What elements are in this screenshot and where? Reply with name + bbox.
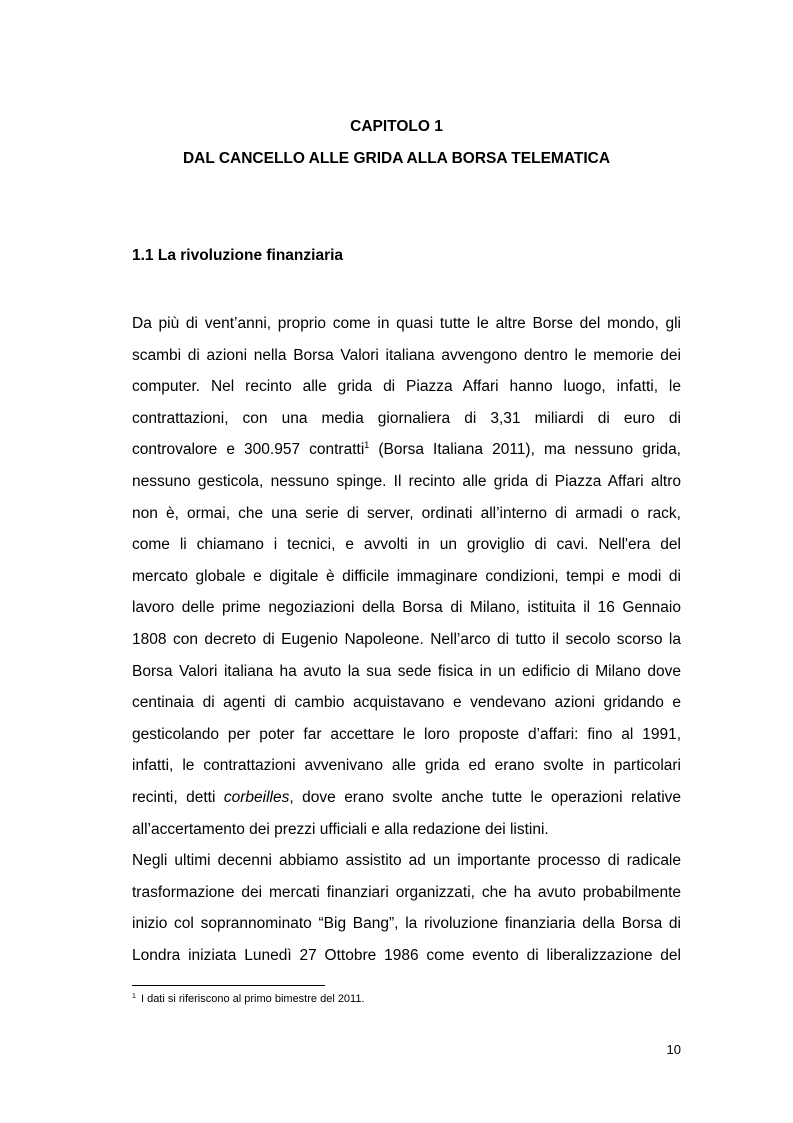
footnote-separator (132, 985, 325, 986)
chapter-title: DAL CANCELLO ALLE GRIDA ALLA BORSA TELEMATICA (182, 150, 611, 167)
body-line: gesticolando per poter far accettare le loro proposte d’affari: fino al 1991, (132, 725, 681, 743)
footnote-marker: 1 (132, 993, 136, 1000)
body-line (132, 782, 681, 814)
body-line: computer. Nel recinto alle grida di Piazza Affari hanno luogo, infatti, le (132, 378, 681, 396)
body-line: centinaia di agenti di cambio acquistavano e vendevano azioni gridando e (132, 694, 681, 712)
body-line-text: (Borsa Italiana 2011), ma nessuno grida, (369, 441, 681, 459)
body-line-text: controvalore e 300.957 contratti (132, 441, 365, 459)
footnote (132, 991, 365, 1007)
italic-term: corbeilles (223, 788, 290, 806)
body-line: Borsa Valori italiana ha avuto la sua sede fisica in un edificio di Milano dove (132, 662, 681, 680)
body-line: trasformazione dei mercati finanziari organizzati, che ha avuto probabilmente (132, 883, 681, 901)
footnote-reference[interactable]: 1 (364, 440, 370, 451)
body-line: contrattazioni, con una media giornaliera di 3,31 miliardi di euro di (132, 409, 681, 427)
body-line: Da più di vent’anni, proprio come in quasi tutte le altre Borse del mondo, gli (132, 315, 681, 332)
body-line: inizio col soprannominato “Big Bang”, la rivoluzione finanziaria della Borsa di (132, 915, 681, 933)
body-line: infatti, le contrattazioni avvenivano alle grida ed erano svolte in particolari (132, 757, 681, 775)
body-text (132, 308, 681, 971)
section-title: 1.1 La rivoluzione finanziaria (132, 247, 344, 264)
page-number: 10 (666, 1042, 681, 1057)
body-line-text: recinti, detti (132, 788, 224, 806)
body-line: non è, ormai, che una serie di server, ordinati all’interno di armadi o rack, (132, 504, 681, 522)
body-line: come li chiamano i tecnici, e avvolti in un groviglio di cavi. Nell'era del (132, 536, 681, 554)
body-line: scambi di azioni nella Borsa Valori italiana avvengono dentro le memorie dei (132, 346, 681, 364)
body-line (132, 434, 681, 466)
body-line: Londra iniziata Lunedì 27 Ottobre 1986 come evento di liberalizzazione del (132, 946, 681, 964)
footnote-text: I dati si riferiscono al primo bimestre del 2011. (137, 993, 365, 1005)
body-line: mercato globale e digitale è difficile immaginare condizioni, tempi e modi di (132, 567, 681, 585)
body-line-text: , dove erano svolte anche tutte le operazioni relative (289, 788, 681, 806)
body-line: nessuno gesticola, nessuno spinge. Il recinto alle grida di Piazza Affari altro (132, 472, 681, 490)
chapter-number: CAPITOLO 1 (350, 118, 443, 135)
body-line: lavoro delle prime negoziazioni della Borsa di Milano, istituita il 16 Gennaio (132, 599, 681, 617)
paragraph-end-line: all’accertamento dei prezzi ufficiali e alla redazione dei listini. (132, 820, 549, 838)
body-line: 1808 con decreto di Eugenio Napoleone. Nell’arco di tutto il secolo scorso la (132, 630, 681, 648)
body-line: Negli ultimi decenni abbiamo assistito ad un importante processo di radicale (132, 852, 681, 870)
